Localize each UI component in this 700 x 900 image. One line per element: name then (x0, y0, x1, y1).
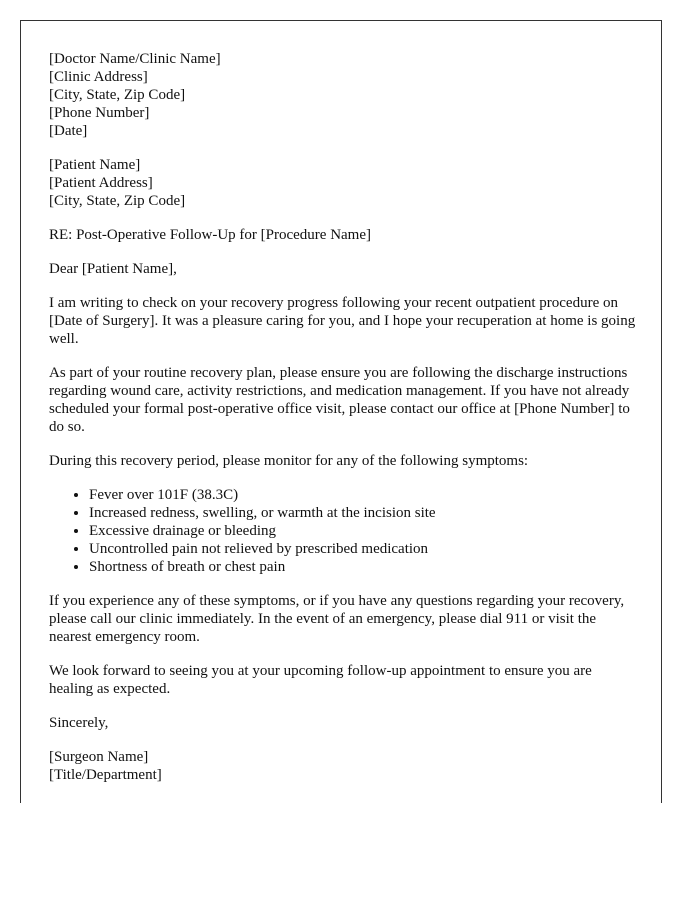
symptom-list (49, 486, 661, 576)
list-item: • Shortness of breath or chest pain (89, 558, 661, 576)
body-paragraph: I am writing to check on your recovery progress following your recent outpatient procedure on [Date of Surgery]. It was a pleasure caring for you, and I hope your recuperation at home is going well. (49, 295, 636, 347)
body-paragraph: During this recovery period, please monitor for any of the following symptoms: (49, 453, 529, 469)
body-paragraph: We look forward to seeing you at your upcoming follow-up appointment to ensure you are healing as expected. (49, 663, 592, 697)
surgeon-name: [Surgeon Name] (49, 749, 149, 765)
list-item: • Increased redness, swelling, or warmth at the incision site (89, 504, 661, 522)
recipient-city: [City, State, Zip Code] (49, 193, 186, 209)
letter-date: [Date] (49, 123, 88, 139)
body-paragraph: If you experience any of these symptoms, or if you have any questions regarding your recovery, please call our clinic immediately. In the event of an emergency, please dial 911 or visit the nearest emergency room. (49, 593, 625, 645)
sender-block (49, 50, 639, 140)
sender-name: [Doctor Name/Clinic Name] (49, 51, 221, 67)
list-item: • Uncontrolled pain not relieved by prescribed medication (89, 540, 661, 558)
signature-block (49, 748, 639, 784)
sender-address: [Clinic Address] (49, 69, 148, 85)
letter-page (20, 20, 662, 803)
recipient-block (49, 156, 639, 210)
list-item: • Fever over 101F (38.3C) (89, 486, 661, 504)
sender-city: [City, State, Zip Code] (49, 87, 186, 103)
body-paragraph: As part of your routine recovery plan, please ensure you are following the discharge instructions regarding wound care, activity restrictions, and medication management. If you have not already scheduled your formal post-operative office visit, please contact our office at [Phone Number] to do so. (49, 365, 630, 435)
signoff: Sincerely, (49, 715, 109, 731)
salutation: Dear [Patient Name], (49, 261, 177, 277)
surgeon-title: [Title/Department] (49, 767, 162, 783)
recipient-name: [Patient Name] (49, 157, 141, 173)
list-item: • Excessive drainage or bleeding (89, 522, 661, 540)
recipient-address: [Patient Address] (49, 175, 153, 191)
subject-line: RE: Post-Operative Follow-Up for [Procedure Name] (49, 227, 372, 243)
sender-phone: [Phone Number] (49, 105, 150, 121)
